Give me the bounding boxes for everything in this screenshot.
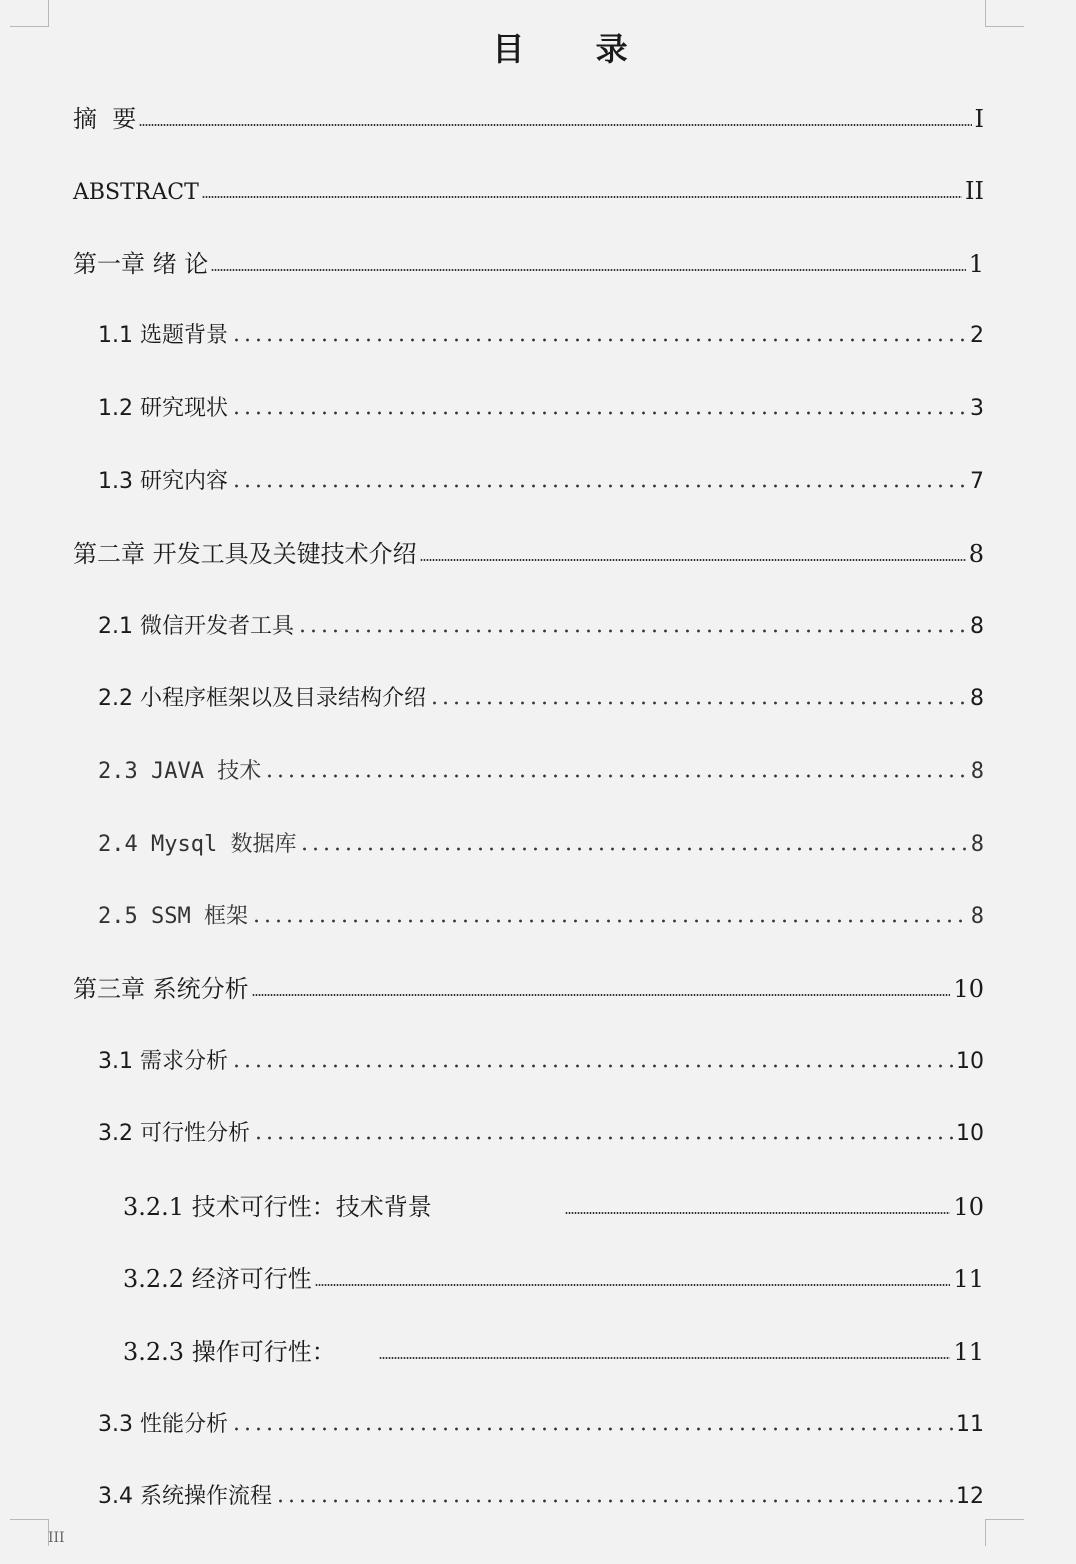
footer-page-number: III: [48, 1530, 65, 1546]
toc-entry-page: 2: [970, 323, 984, 348]
toc-leader-dots: [275, 1481, 953, 1503]
toc-entry-label: 第一章 绪 论: [73, 250, 209, 278]
toc-entry-page: 8: [970, 904, 984, 929]
toc-entry-page: 12: [956, 1484, 984, 1509]
toc-entry-3-2-1[interactable]: [123, 1191, 984, 1223]
toc-entry-label: 1.2 研究现状: [98, 396, 228, 421]
toc-leader-dots: [253, 1118, 953, 1140]
toc-entry-chapter-2[interactable]: [73, 538, 984, 570]
toc-leader-dots: [297, 611, 967, 633]
toc-entry-abstract-en[interactable]: [73, 175, 984, 207]
toc-leader-dots: [231, 1046, 953, 1068]
crop-mark-bottom-right: [985, 1519, 1024, 1546]
toc-entry-page: I: [974, 105, 984, 133]
toc-entry-label: ABSTRACT: [73, 180, 199, 205]
toc-leader-dots: [231, 466, 967, 488]
toc-leader-dots: [565, 1193, 951, 1215]
toc-entry-label: 3.2.1 技术可行性：技术背景: [123, 1193, 432, 1221]
toc-entry-page: 8: [968, 540, 984, 568]
toc-entry-3-2-2[interactable]: [123, 1263, 984, 1295]
toc-entry-3-2-3[interactable]: [123, 1336, 984, 1368]
toc-leader-dots: [252, 975, 951, 997]
toc-entry-3-1[interactable]: [98, 1046, 984, 1078]
toc-leader-dots: [420, 540, 966, 562]
toc-entry-label: 3.2.2 经济可行性: [123, 1265, 312, 1293]
toc-leader-dots: [231, 1409, 953, 1431]
toc-entry-page: 8: [970, 614, 984, 639]
toc-entry-label: 第三章 系统分析: [73, 975, 249, 1003]
toc-leader-dots: [231, 393, 967, 415]
toc-entry-page: 3: [970, 396, 984, 421]
toc-entry-label: 2.3 JAVA 技术: [98, 759, 262, 784]
toc-entry-label: 2.2 小程序框架以及目录结构介绍: [98, 686, 426, 711]
toc-leader-dots: [429, 683, 967, 705]
toc-entry-label: 摘 要: [73, 105, 137, 133]
toc-leader-dots: [139, 105, 971, 127]
toc-entry-page: 10: [953, 1193, 984, 1221]
toc-entry-1-1[interactable]: [98, 320, 984, 352]
toc-leader-dots: [211, 250, 965, 272]
toc-leader-dots: [251, 901, 968, 923]
toc-entry-label: 2.5 SSM 框架: [98, 904, 248, 929]
toc-entry-3-4[interactable]: [98, 1481, 984, 1513]
toc-entry-chapter-1[interactable]: [73, 248, 984, 280]
toc-entry-label: 2.1 微信开发者工具: [98, 614, 294, 639]
toc-entry-page: 1: [968, 250, 984, 278]
toc-leader-dots: [202, 177, 962, 199]
toc-entry-3-3[interactable]: [98, 1409, 984, 1441]
toc-entry-label: 1.1 选题背景: [98, 323, 228, 348]
toc-entry-page: 10: [956, 1121, 984, 1146]
toc-entry-chapter-3[interactable]: [73, 973, 984, 1005]
toc-entry-label: 3.1 需求分析: [98, 1049, 228, 1074]
toc-entry-label: 1.3 研究内容: [98, 469, 228, 494]
toc-entry-1-2[interactable]: [98, 393, 984, 425]
toc-entry-page: 8: [970, 686, 984, 711]
toc-entry-2-4[interactable]: [98, 829, 984, 861]
toc-leader-dots: [315, 1265, 951, 1287]
toc-leader-dots: [264, 756, 968, 778]
toc-entry-2-2[interactable]: [98, 683, 984, 715]
toc-entry-page: 8: [970, 832, 984, 857]
toc-entry-1-3[interactable]: [98, 466, 984, 498]
toc-entry-page: 11: [953, 1338, 984, 1366]
toc-entry-2-3[interactable]: [98, 756, 984, 788]
toc-entry-label: 3.2.3 操作可行性：: [123, 1338, 336, 1366]
toc-entry-2-5[interactable]: [98, 901, 984, 933]
toc-entry-3-2[interactable]: [98, 1118, 984, 1150]
toc-entry-page: 10: [956, 1049, 984, 1074]
toc-entry-page: 10: [953, 975, 984, 1003]
toc-leader-dots: [231, 320, 967, 342]
toc-entry-page: 11: [956, 1412, 984, 1437]
toc-entry-page: II: [965, 177, 984, 205]
crop-mark-top-right: [985, 0, 1024, 27]
toc-entry-page: 11: [953, 1265, 984, 1293]
toc-entry-abstract-cn[interactable]: [73, 103, 984, 135]
toc-entry-page: 7: [970, 469, 984, 494]
toc-leader-dots: [299, 829, 967, 851]
toc-entry-label: 3.2 可行性分析: [98, 1121, 250, 1146]
toc-entry-label: 第二章 开发工具及关键技术介绍: [73, 540, 417, 568]
crop-mark-bottom-left: [10, 1519, 49, 1546]
toc-leader-dots: [379, 1338, 951, 1360]
toc-entry-page: 8: [970, 759, 984, 784]
toc-entry-label: 2.4 Mysql 数据库: [98, 832, 297, 857]
toc-entry-label: 3.4 系统操作流程: [98, 1484, 272, 1509]
crop-mark-top-left: [10, 0, 49, 27]
page-title: 目 录: [492, 30, 658, 68]
toc-entry-label: 3.3 性能分析: [98, 1412, 228, 1437]
toc-entry-2-1[interactable]: [98, 611, 984, 643]
